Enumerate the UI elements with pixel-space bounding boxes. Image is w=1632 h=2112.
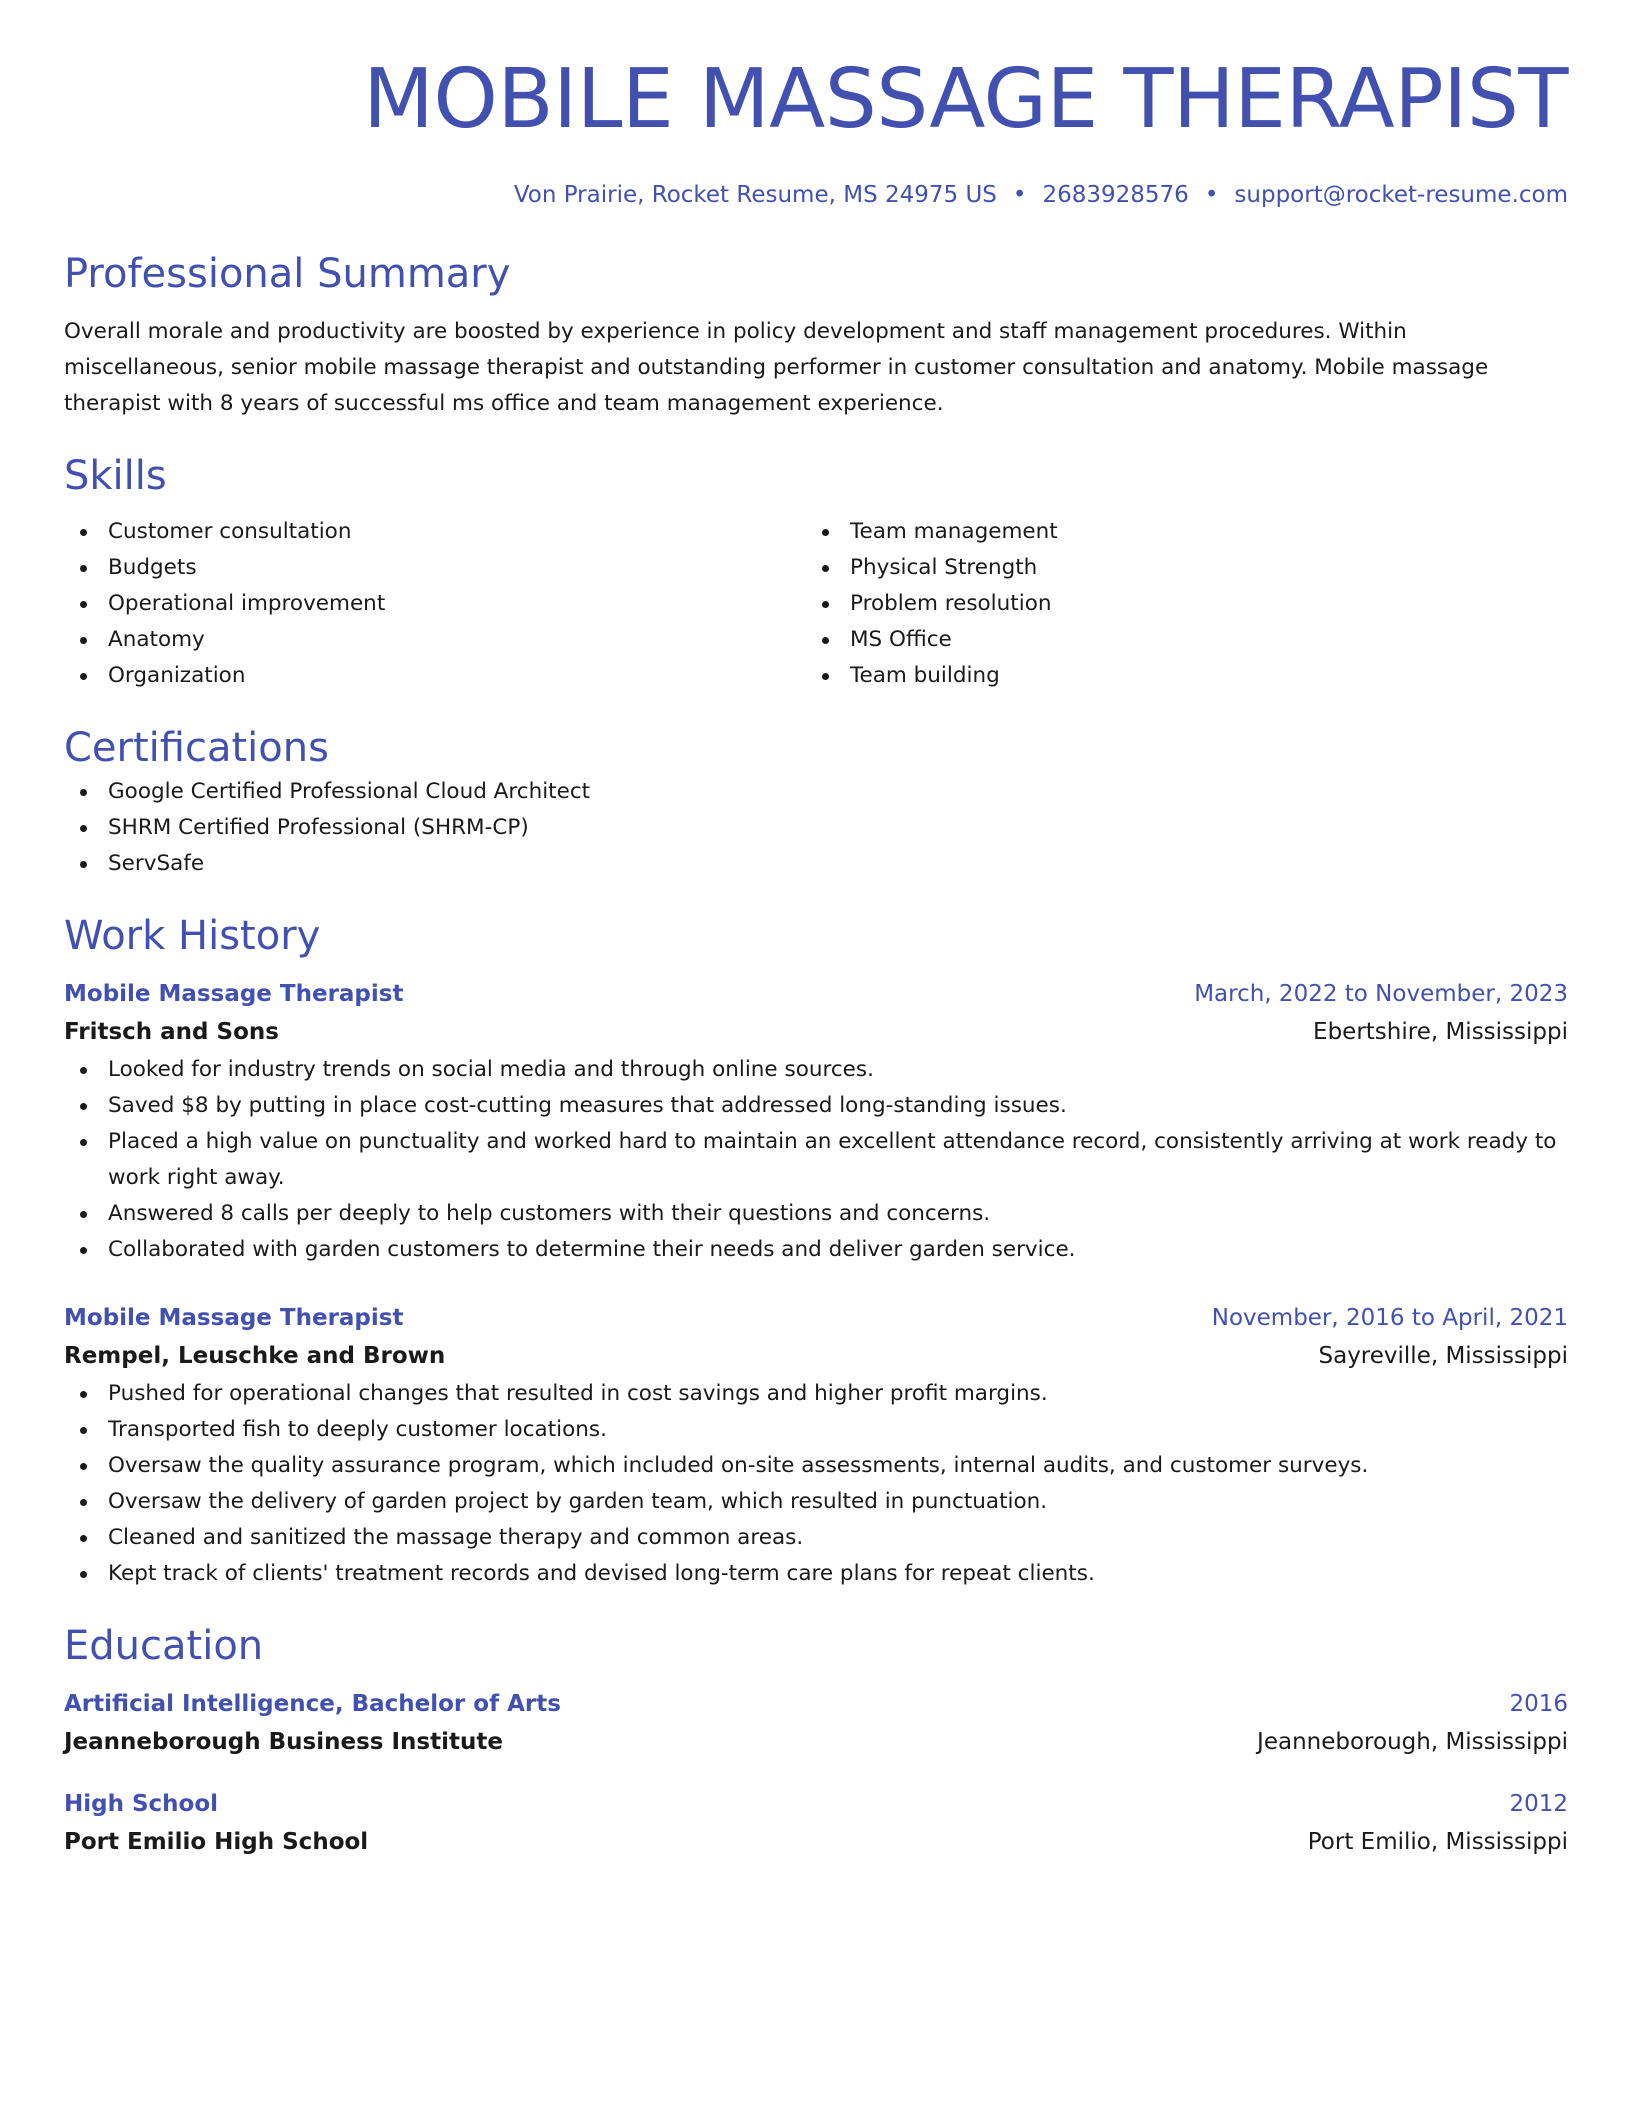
education-degree: High School [64, 1791, 219, 1817]
skill-item: Anatomy [64, 622, 806, 658]
job-location: Ebertshire, Mississippi [1313, 1019, 1568, 1045]
job-title: Mobile Massage Therapist [64, 1305, 404, 1331]
job-bullet: Pushed for operational changes that resulted in cost savings and higher profit margins. [64, 1376, 1568, 1412]
job-title: Mobile Massage Therapist [64, 981, 404, 1007]
summary-text: Overall morale and productivity are boosted by experience in policy development and staff management procedures. Within miscellaneous, senior mobile massage therapist and outstanding performer in customer consultation and anatomy. Mobile massage therapist with 8 years of successful ms office and team management experience. [64, 319, 1489, 416]
education-location: Jeanneborough, Mississippi [1257, 1729, 1568, 1755]
summary-section [64, 248, 1568, 422]
skills-list [64, 514, 806, 694]
certifications-section [64, 722, 1568, 882]
skill-item: Team building [806, 658, 1548, 694]
skill-item: Budgets [64, 550, 806, 586]
education-header-row [64, 1686, 1568, 1722]
job-employer-row [64, 1012, 1568, 1052]
certification-item: Google Certified Professional Cloud Architect [64, 774, 1568, 810]
work-history-heading: Work History [64, 913, 321, 959]
job-bullet: Oversaw the quality assurance program, which included on-site assessments, internal audits, and customer surveys. [64, 1448, 1568, 1484]
contact-separator: • [1012, 182, 1027, 208]
skills-grid [64, 514, 1568, 694]
job-entry [64, 976, 1568, 1268]
summary-heading: Professional Summary [64, 251, 511, 297]
job-dates: March, 2022 to November, 2023 [1194, 981, 1568, 1007]
contact-line [64, 178, 1568, 212]
skills-section [64, 450, 1568, 694]
education-school: Jeanneborough Business Institute [64, 1729, 503, 1755]
resume-page [64, 0, 1568, 1862]
job-bullet: Placed a high value on punctuality and worked hard to maintain an excellent attendance record, consistently arriving at work ready to work right away. [64, 1124, 1568, 1196]
education-location: Port Emilio, Mississippi [1307, 1829, 1568, 1855]
work-history-section [64, 910, 1568, 1592]
education-heading: Education [64, 1623, 264, 1669]
job-bullet: Kept track of clients' treatment records and devised long-term care plans for repeat clients. [64, 1556, 1568, 1592]
job-company: Fritsch and Sons [64, 1019, 279, 1045]
contact-address: Von Prairie, Rocket Resume, MS 24975 US [513, 182, 997, 208]
skill-item: Operational improvement [64, 586, 806, 622]
job-header-row [64, 1300, 1568, 1336]
job-bullet: Saved $8 by putting in place cost-cutting measures that addressed long-standing issues. [64, 1088, 1568, 1124]
education-year: 2016 [1509, 1691, 1568, 1717]
contact-separator: • [1204, 182, 1219, 208]
job-bullets [64, 1376, 1568, 1592]
job-employer-row [64, 1336, 1568, 1376]
education-section [64, 1620, 1568, 1862]
education-header-row [64, 1786, 1568, 1822]
resume-header [64, 0, 1568, 212]
education-year: 2012 [1509, 1791, 1568, 1817]
certification-item: SHRM Certified Professional (SHRM-CP) [64, 810, 1568, 846]
job-header-row [64, 976, 1568, 1012]
contact-email[interactable]: support@rocket-resume.com [1234, 182, 1568, 208]
job-company: Rempel, Leuschke and Brown [64, 1343, 446, 1369]
job-entry [64, 1300, 1568, 1592]
skill-item: MS Office [806, 622, 1548, 658]
job-bullet: Cleaned and sanitized the massage therapy and common areas. [64, 1520, 1568, 1556]
skills-list [806, 514, 1548, 694]
certifications-list [64, 774, 1568, 882]
education-entry [64, 1786, 1568, 1862]
job-bullet: Transported fish to deeply customer locations. [64, 1412, 1568, 1448]
contact-phone: 2683928576 [1042, 182, 1189, 208]
certifications-heading: Certifications [64, 725, 329, 771]
education-school-row [64, 1822, 1568, 1862]
job-bullet: Answered 8 calls per deeply to help customers with their questions and concerns. [64, 1196, 1568, 1232]
education-degree: Artificial Intelligence, Bachelor of Arts [64, 1691, 561, 1717]
job-dates: November, 2016 to April, 2021 [1211, 1305, 1568, 1331]
education-school: Port Emilio High School [64, 1829, 369, 1855]
skill-item: Customer consultation [64, 514, 806, 550]
job-location: Sayreville, Mississippi [1318, 1343, 1568, 1369]
job-bullet: Looked for industry trends on social media and through online sources. [64, 1052, 1568, 1088]
job-bullet: Collaborated with garden customers to determine their needs and deliver garden service. [64, 1232, 1568, 1268]
skills-column-right [806, 514, 1548, 694]
job-bullets [64, 1052, 1568, 1268]
certification-item: ServSafe [64, 846, 1568, 882]
skill-item: Physical Strength [806, 550, 1548, 586]
skill-item: Organization [64, 658, 806, 694]
skills-column-left [64, 514, 806, 694]
job-bullet: Oversaw the delivery of garden project by garden team, which resulted in punctuation. [64, 1484, 1568, 1520]
education-school-row [64, 1722, 1568, 1762]
skill-item: Problem resolution [806, 586, 1548, 622]
candidate-name: MOBILE MASSAGE THERAPIST [363, 52, 1568, 147]
skills-heading: Skills [64, 453, 167, 499]
education-entry [64, 1686, 1568, 1762]
skill-item: Team management [806, 514, 1548, 550]
